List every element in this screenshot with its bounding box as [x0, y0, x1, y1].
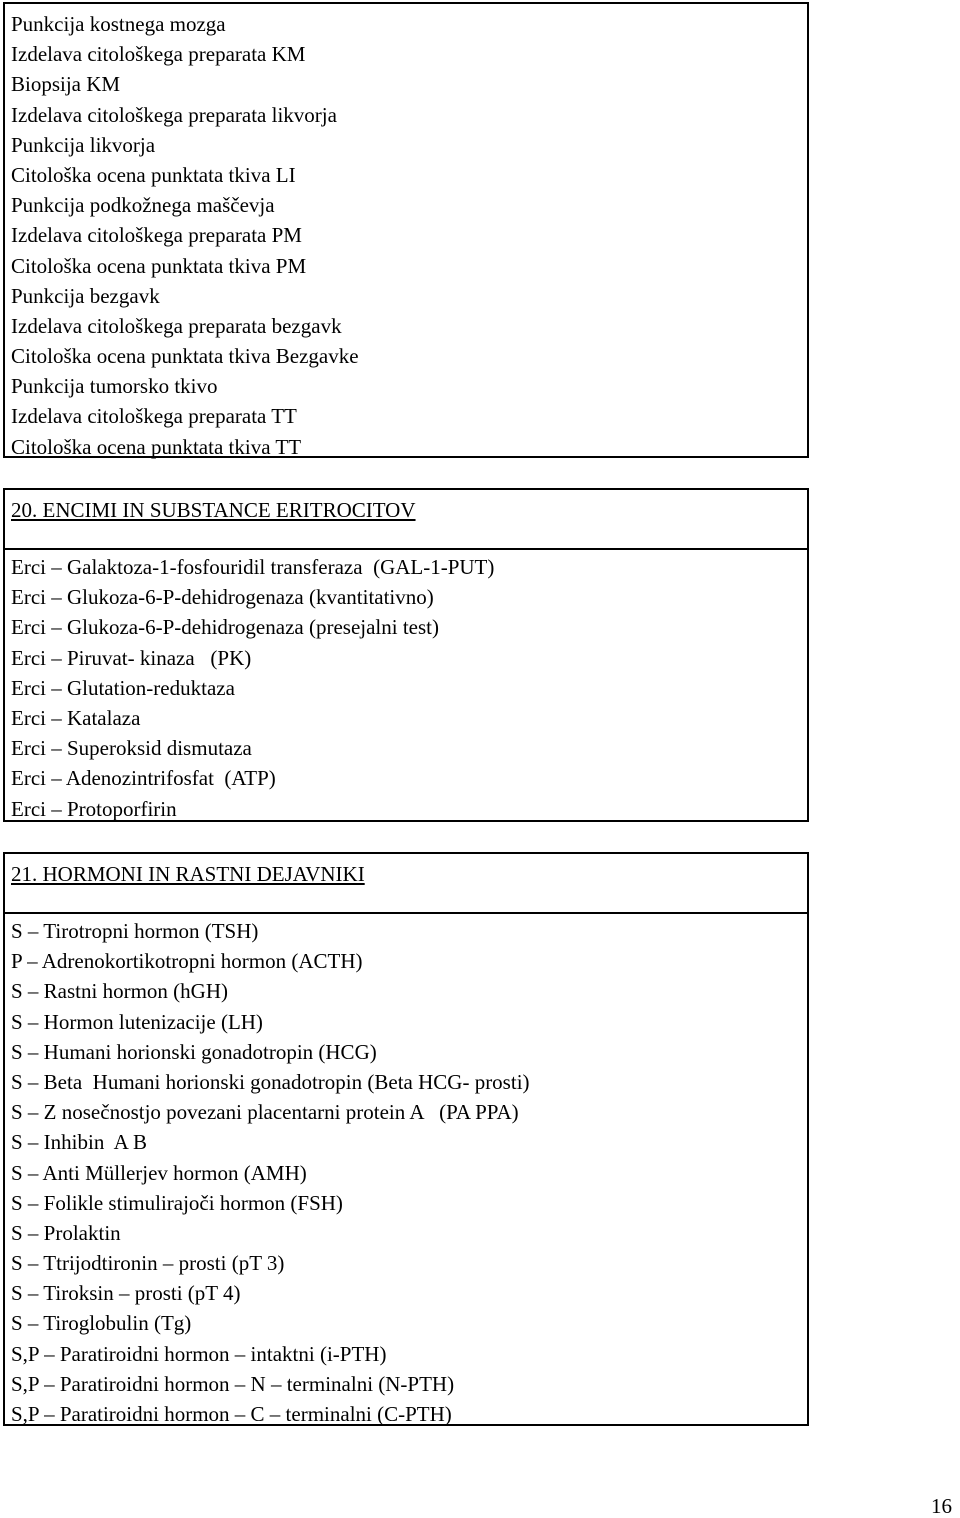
list-item: S – Z nosečnostjo povezani placentarni protein A (PA PPA): [11, 1100, 519, 1125]
list-item: Punkcija tumorsko tkivo: [11, 374, 218, 399]
section-20-heading: 20. ENCIMI IN SUBSTANCE ERITROCITOV: [11, 498, 416, 522]
list-item: Punkcija bezgavk: [11, 283, 160, 308]
list-item: Erci – Glukoza-6-P-dehidrogenaza (kvantitativno): [11, 585, 434, 610]
list-item: S,P – Paratiroidni hormon – N – terminalni (N-PTH): [11, 1371, 455, 1396]
list-item: Citološka ocena punktata tkiva TT: [11, 434, 302, 459]
section-21-list: [5, 914, 807, 1429]
section-20-heading-row: [5, 490, 807, 550]
section-21-heading-row: [5, 854, 807, 914]
list-item: Citološka ocena punktata tkiva PM: [11, 253, 307, 278]
list-item: S – Ttrijodtironin – prosti (pT 3): [11, 1251, 285, 1276]
list-item: Izdelava citološkega preparata PM: [11, 223, 302, 248]
list-item: S – Inhibin A B: [11, 1130, 147, 1155]
list-item: S – Prolaktin: [11, 1220, 121, 1245]
list-item: S – Folikle stimulirajoči hormon (FSH): [11, 1190, 343, 1215]
section-20-list: [5, 550, 807, 824]
list-item: Izdelava citološkega preparata KM: [11, 42, 306, 67]
list-item: S – Humani horionski gonadotropin (HCG): [11, 1039, 377, 1064]
list-item: P – Adrenokortikotropni hormon (ACTH): [11, 949, 363, 974]
list-item: Erci – Galaktoza-1-fosfouridil transferaza (GAL-1-PUT): [11, 555, 495, 579]
list-item: Izdelava citološkega preparata TT: [11, 404, 297, 429]
list-item: Citološka ocena punktata tkiva Bezgavke: [11, 344, 359, 369]
list-item: Erci – Superoksid dismutaza: [11, 736, 252, 761]
list-item: Punkcija podkožnega maščevja: [11, 193, 275, 218]
list-item: Erci – Piruvat- kinaza (PK): [11, 645, 252, 670]
list-item: Punkcija kostnega mozga: [11, 12, 226, 36]
section-21-box: [3, 852, 809, 1426]
section-21-heading: 21. HORMONI IN RASTNI DEJAVNIKI: [11, 862, 365, 886]
section-20-box: [3, 488, 809, 822]
list-item: Punkcija likvorja: [11, 132, 156, 157]
list-item: S – Tiroglobulin (Tg): [11, 1311, 192, 1336]
list-item: Izdelava citološkega preparata likvorja: [11, 102, 337, 127]
list-item: S – Anti Müllerjev hormon (AMH): [11, 1160, 307, 1185]
list-item: Biopsija KM: [11, 72, 121, 97]
page-number: 16: [931, 1494, 952, 1518]
list-item: Erci – Katalaza: [11, 705, 141, 730]
list-item: S,P – Paratiroidni hormon – C – terminalni (C-PTH): [11, 1402, 452, 1426]
list-item: Erci – Glutation-reduktaza: [11, 675, 235, 700]
list-item: Citološka ocena punktata tkiva LI: [11, 162, 296, 187]
list-item: Izdelava citološkega preparata bezgavk: [11, 313, 342, 338]
list-item: Erci – Glukoza-6-P-dehidrogenaza (presejalni test): [11, 615, 439, 640]
list-item: S – Rastni hormon (hGH): [11, 979, 228, 1004]
list-item: S – Beta Humani horionski gonadotropin (Beta HCG- prosti): [11, 1069, 530, 1094]
list-item: S – Tiroksin – prosti (pT 4): [11, 1281, 241, 1306]
list-item: S – Tirotropni hormon (TSH): [11, 919, 259, 943]
list-item: Erci – Adenozintrifosfat (ATP): [11, 766, 276, 791]
section-prev-list: [5, 4, 807, 462]
section-prev-box: [3, 2, 809, 458]
list-item: Erci – Protoporfirin: [11, 796, 177, 821]
list-item: S – Hormon lutenizacije (LH): [11, 1009, 263, 1034]
list-item: S,P – Paratiroidni hormon – intaktni (i-PTH): [11, 1341, 387, 1366]
